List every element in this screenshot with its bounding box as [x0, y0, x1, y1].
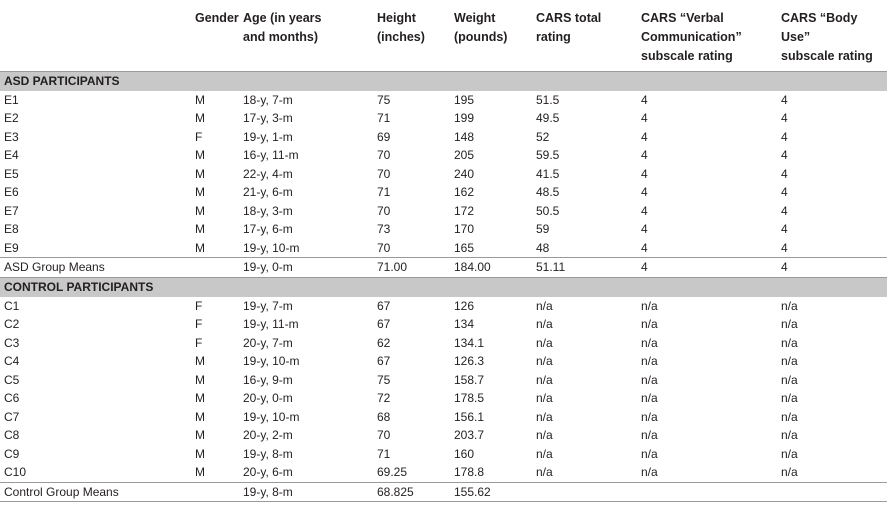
table-cell: E6: [4, 185, 19, 199]
table-cell: 72: [377, 391, 391, 405]
table-cell: n/a: [536, 372, 553, 387]
table-cell: 4: [641, 92, 648, 107]
table-cell: [637, 482, 777, 502]
table-cell: C10: [4, 465, 27, 479]
table-row: [0, 165, 887, 184]
table-cell: 48.5: [536, 185, 560, 199]
table-cell: C2: [4, 317, 20, 331]
table-row: [0, 315, 887, 334]
table-cell: 4: [781, 111, 788, 125]
table-cell: 17-y, 6-m: [243, 222, 293, 236]
table-cell: 178.5: [454, 391, 485, 405]
table-cell: n/a: [536, 354, 553, 368]
table-cell: 20-y, 2-m: [243, 428, 293, 442]
table-cell: n/a: [641, 298, 658, 313]
table-cell: C9: [4, 446, 20, 461]
table-header: [0, 0, 887, 71]
table-cell: F: [195, 298, 203, 313]
table-cell: C6: [4, 391, 20, 405]
table-cell: 4: [781, 92, 788, 107]
table-cell: [191, 482, 239, 502]
table-cell: 75: [377, 92, 391, 107]
table-cell: 70: [377, 240, 391, 255]
table-cell: E1: [4, 92, 19, 107]
table-cell: 240: [454, 166, 475, 181]
table-row: [0, 239, 887, 258]
table-cell: 19-y, 10-m: [243, 409, 300, 424]
table-cell: M: [195, 111, 205, 125]
table-cell: n/a: [781, 409, 798, 424]
table-cell: E4: [4, 148, 19, 162]
table-cell: 4: [781, 222, 788, 236]
table-row: [0, 183, 887, 202]
table-cell: E2: [4, 111, 19, 125]
table-cell: 203.7: [454, 428, 485, 442]
table-row: [0, 297, 887, 316]
column-header: Height (inches): [377, 11, 425, 44]
table-cell: 4: [781, 185, 788, 199]
table-cell: 20-y, 7-m: [243, 335, 293, 350]
table-cell: 199: [454, 111, 475, 125]
section-title: CONTROL PARTICIPANTS: [0, 277, 887, 297]
table-cell: 62: [377, 335, 391, 350]
table-cell: 134.1: [454, 335, 485, 350]
table-cell: n/a: [641, 317, 658, 331]
table-cell: M: [195, 148, 205, 162]
table-cell: n/a: [641, 391, 658, 405]
table-cell: n/a: [781, 354, 798, 368]
table-row: [0, 202, 887, 221]
table-cell: 4: [781, 240, 788, 255]
table-cell: 19-y, 8-m: [239, 482, 373, 502]
table-cell: M: [195, 222, 205, 236]
table-cell: E9: [4, 240, 19, 255]
table-cell: 22-y, 4-m: [243, 166, 293, 181]
table-cell: 17-y, 3-m: [243, 111, 293, 125]
table-cell: E8: [4, 222, 19, 236]
table-cell: M: [195, 166, 205, 181]
table-cell: 4: [781, 203, 788, 218]
section-header-row: [0, 277, 887, 297]
table-cell: 48: [536, 240, 550, 255]
table-cell: 41.5: [536, 166, 560, 181]
table-cell: n/a: [536, 409, 553, 424]
section-title: ASD PARTICIPANTS: [0, 71, 887, 91]
table-cell: 50.5: [536, 203, 560, 218]
table-cell: n/a: [781, 335, 798, 350]
table-cell: ASD Group Means: [0, 258, 191, 278]
table-cell: [777, 482, 887, 502]
table-cell: 71: [377, 446, 391, 461]
table-cell: 4: [641, 166, 648, 181]
table-cell: 20-y, 6-m: [243, 465, 293, 479]
table-cell: 59.5: [536, 148, 560, 162]
table-cell: n/a: [536, 391, 553, 405]
table-cell: n/a: [781, 298, 798, 313]
table-cell: F: [195, 129, 203, 144]
table-cell: 4: [641, 129, 648, 144]
table-cell: M: [195, 240, 205, 255]
table-cell: 4: [641, 185, 648, 199]
table-cell: M: [195, 391, 205, 405]
table-cell: 21-y, 6-m: [243, 185, 293, 199]
table-cell: n/a: [536, 317, 553, 331]
table-cell: M: [195, 409, 205, 424]
table-cell: 70: [377, 166, 391, 181]
table-cell: 71: [377, 185, 391, 199]
table-cell: 73: [377, 222, 391, 236]
table-cell: M: [195, 428, 205, 442]
table-row: [0, 220, 887, 239]
table-cell: n/a: [641, 428, 658, 442]
table-cell: 51.5: [536, 92, 560, 107]
table-cell: 4: [781, 148, 788, 162]
table-cell: 19-y, 10-m: [243, 354, 300, 368]
table-row: [0, 426, 887, 445]
table-body: [0, 71, 887, 502]
table-cell: 70: [377, 428, 391, 442]
column-header: Gender: [195, 11, 239, 25]
table-cell: C4: [4, 354, 20, 368]
table-row: [0, 334, 887, 353]
table-cell: 4: [781, 129, 788, 144]
table-cell: 18-y, 7-m: [243, 92, 293, 107]
section-header-row: [0, 71, 887, 91]
table-cell: n/a: [781, 428, 798, 442]
table-cell: 4: [641, 111, 648, 125]
table-cell: M: [195, 446, 205, 461]
table-cell: 71: [377, 111, 391, 125]
table-cell: n/a: [641, 335, 658, 350]
table-cell: 156.1: [454, 409, 485, 424]
table-cell: 52: [536, 129, 550, 144]
table-cell: 18-y, 3-m: [243, 203, 293, 218]
table-cell: 69: [377, 129, 391, 144]
table-cell: 126: [454, 298, 475, 313]
table-cell: 172: [454, 203, 475, 218]
table-cell: M: [195, 372, 205, 387]
table-cell: 19-y, 8-m: [243, 446, 293, 461]
table-cell: n/a: [781, 372, 798, 387]
table-cell: n/a: [641, 465, 658, 479]
table-cell: 67: [377, 354, 391, 368]
table-cell: n/a: [781, 317, 798, 331]
table-row: [0, 352, 887, 371]
table-cell: 19-y, 11-m: [243, 317, 299, 331]
table-cell: 205: [454, 148, 475, 162]
table-cell: E5: [4, 166, 19, 181]
table-cell: 4: [641, 148, 648, 162]
table-cell: 19-y, 10-m: [243, 240, 300, 255]
table-cell: 178.8: [454, 465, 485, 479]
column-header: CARS total rating: [536, 11, 602, 44]
table-cell: n/a: [781, 446, 798, 461]
table-cell: C1: [4, 298, 20, 313]
table-cell: 69.25: [377, 465, 408, 479]
table-row: [0, 463, 887, 482]
table-row: [0, 389, 887, 408]
table-cell: 16-y, 9-m: [243, 372, 293, 387]
table-cell: [191, 258, 239, 278]
table-cell: 4: [641, 240, 648, 255]
table-cell: M: [195, 354, 205, 368]
table-row: [0, 128, 887, 147]
table-cell: M: [195, 203, 205, 218]
column-header: Weight (pounds): [454, 11, 508, 44]
table-cell: 160: [454, 446, 475, 461]
column-header: CARS “Body Use” subscale rating: [781, 11, 873, 63]
table-cell: n/a: [536, 428, 553, 442]
table-cell: 4: [637, 258, 777, 278]
table-cell: n/a: [641, 372, 658, 387]
table-cell: C5: [4, 372, 20, 387]
table-cell: 148: [454, 129, 475, 144]
table-cell: n/a: [641, 354, 658, 368]
group-means-row: [0, 482, 887, 502]
table-cell: C8: [4, 428, 20, 442]
table-cell: M: [195, 92, 205, 107]
table-cell: 165: [454, 240, 475, 255]
table-cell: 67: [377, 298, 391, 313]
table-cell: n/a: [536, 465, 553, 479]
table-cell: 155.62: [450, 482, 532, 502]
header-row: [0, 0, 887, 71]
table-cell: 59: [536, 222, 550, 236]
table-cell: 16-y, 11-m: [243, 148, 299, 162]
table-cell: 134: [454, 317, 475, 331]
table-cell: 184.00: [450, 258, 532, 278]
table-cell: 126.3: [454, 354, 485, 368]
table-cell: 4: [641, 203, 648, 218]
column-header: [0, 0, 191, 71]
table-cell: 51.11: [532, 258, 637, 278]
table-cell: 162: [454, 185, 475, 199]
table-cell: C3: [4, 335, 20, 350]
table-cell: 19-y, 1-m: [243, 129, 293, 144]
table-cell: C7: [4, 409, 20, 424]
table-cell: 170: [454, 222, 475, 236]
table-cell: M: [195, 465, 205, 479]
table-row: [0, 371, 887, 390]
table-row: [0, 109, 887, 128]
table-cell: 49.5: [536, 111, 560, 125]
table-cell: 158.7: [454, 372, 485, 387]
column-header: Age (in years and months): [243, 11, 322, 44]
table-cell: 70: [377, 203, 391, 218]
table-cell: 67: [377, 317, 391, 331]
table-cell: [532, 482, 637, 502]
table-cell: 68: [377, 409, 391, 424]
table-cell: 20-y, 0-m: [243, 391, 293, 405]
table-cell: 19-y, 0-m: [239, 258, 373, 278]
table-cell: 71.00: [373, 258, 450, 278]
table-cell: n/a: [536, 446, 553, 461]
table-cell: E3: [4, 129, 19, 144]
column-header: CARS “Verbal Communication” subscale rating: [641, 11, 742, 63]
table-cell: 4: [641, 222, 648, 236]
table-cell: 4: [781, 166, 788, 181]
table-cell: n/a: [536, 335, 553, 350]
table-cell: n/a: [536, 298, 553, 313]
table-cell: 19-y, 7-m: [243, 298, 293, 313]
table-row: [0, 91, 887, 110]
table-cell: n/a: [641, 446, 658, 461]
table-row: [0, 408, 887, 427]
table-cell: Control Group Means: [0, 482, 191, 502]
table-cell: n/a: [641, 409, 658, 424]
table-cell: n/a: [781, 465, 798, 479]
table-cell: M: [195, 185, 205, 199]
table-cell: 4: [777, 258, 887, 278]
table-cell: 70: [377, 148, 391, 162]
table-row: [0, 146, 887, 165]
table-cell: E7: [4, 203, 19, 218]
table-cell: 195: [454, 92, 475, 107]
table-cell: 68.825: [373, 482, 450, 502]
table-row: [0, 445, 887, 464]
table-cell: F: [195, 335, 203, 350]
table-cell: F: [195, 317, 203, 331]
table-cell: n/a: [781, 391, 798, 405]
group-means-row: [0, 258, 887, 278]
table-cell: 75: [377, 372, 391, 387]
